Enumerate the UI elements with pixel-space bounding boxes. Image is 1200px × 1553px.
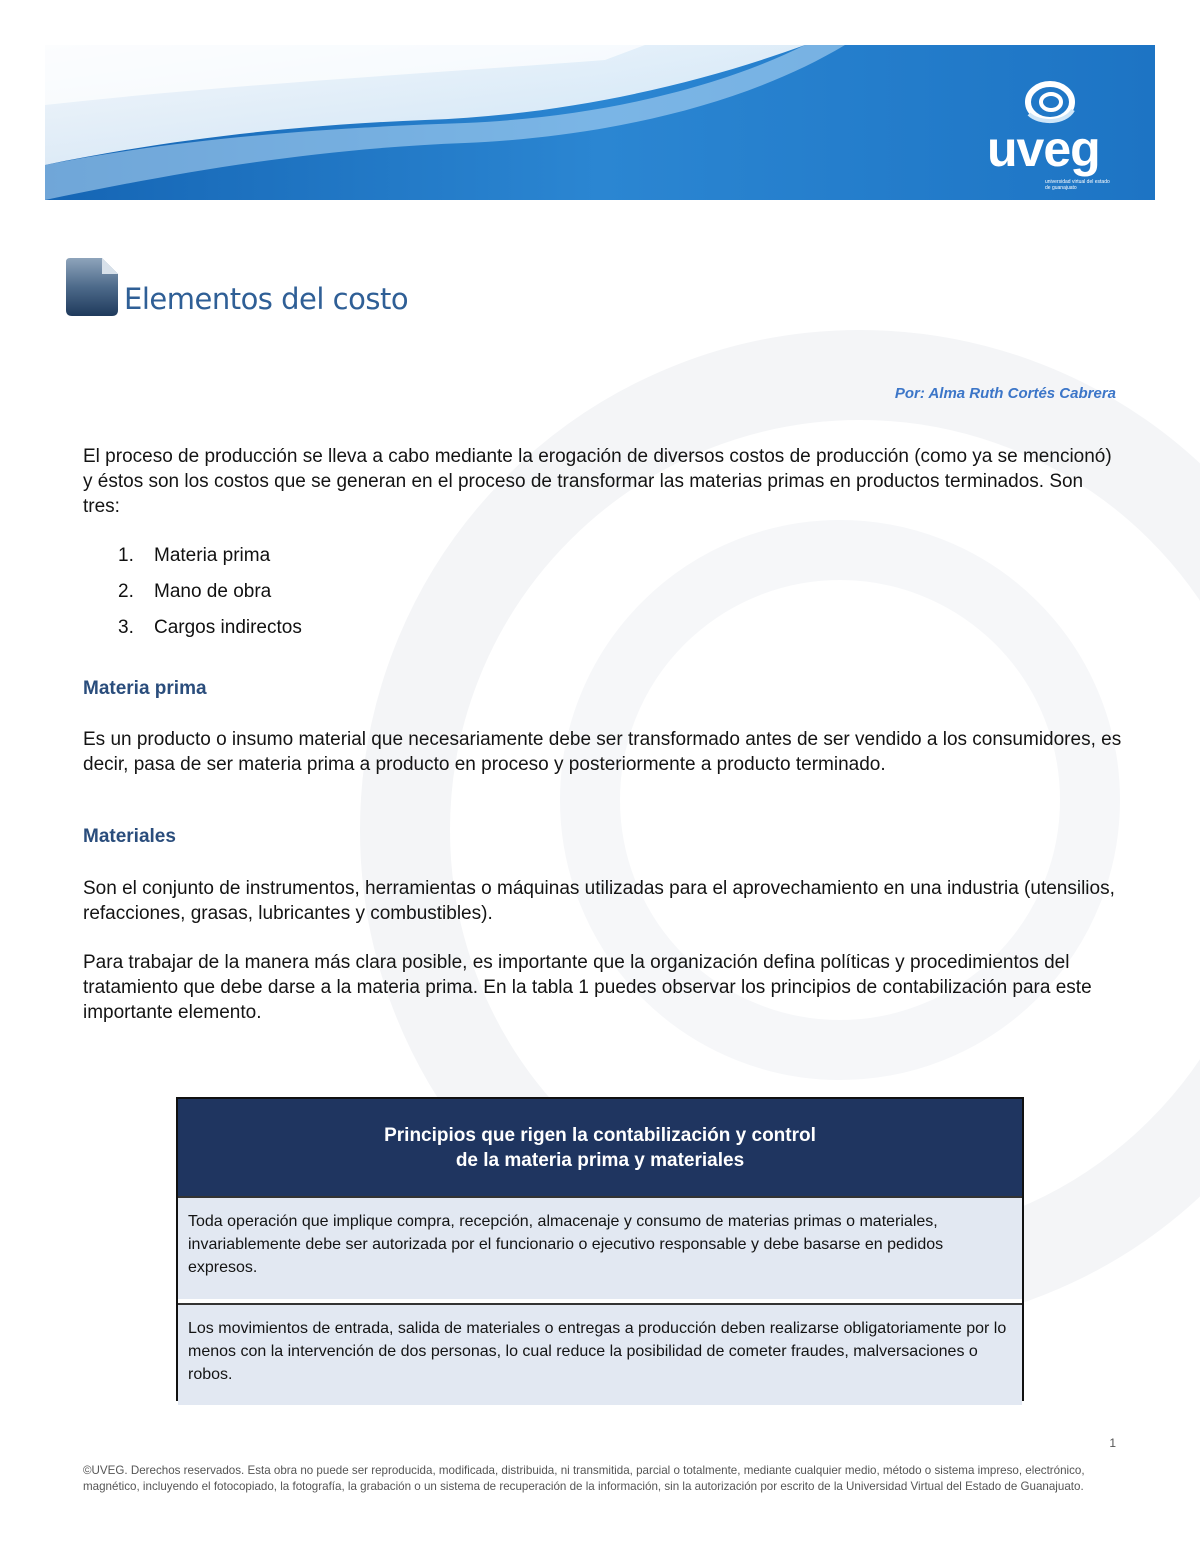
uveg-logo [987, 80, 1112, 191]
list-text: Mano de obra [154, 581, 272, 602]
author-line: Por: Alma Ruth Cortés Cabrera [894, 385, 1116, 402]
list-text: Cargos indirectos [154, 617, 302, 638]
table-row: Los movimientos de entrada, salida de materiales o entregas a producción deben realizarse obligatoriamente por lo menos con la intervención de dos personas, lo cual reduce la posibilidad de cometer fraudes, malversaciones o robos. [178, 1303, 1022, 1405]
table-header-line1: Principios que rigen la contabilización y control [384, 1124, 816, 1146]
materia-prima-paragraph: Es un producto o insumo material que necesariamente debe ser transformado antes de ser vendido a los consumidores, es decir, pasa de ser materia prima a producto en proceso y posteriormente a producto terminado. [83, 729, 1122, 775]
logo-subtitle: universidad virtual del estado de guanajuato [1045, 179, 1110, 191]
intro-paragraph: El proceso de producción se lleva a cabo mediante la erogación de diversos costos de producción (como ya se mencionó) y éstos son los costos que se generan en el proceso de transformar las materias primas en productos terminados. Son tres: [83, 446, 1112, 517]
cost-elements-list [118, 543, 302, 651]
list-text: Materia prima [154, 545, 271, 566]
logo-wordmark: uveg [987, 121, 1100, 177]
copyright-footer: ©UVEG. Derechos reservados. Esta obra no puede ser reproducida, modificada, distribuida, ni transmitida, parcial o totalmente, mediante cualquier medio, método o sistema impreso, electrónico, magnético, incluyendo el fotocopiado, la fotografía, la grabación o un sistema de recuperación de la información, sin la autorización por escrito de la Universidad Virtual del Estado de Guanajuato. [83, 1464, 1085, 1493]
list-item [118, 579, 302, 615]
section-heading-materia-prima: Materia prima [83, 678, 207, 699]
list-item [118, 615, 302, 651]
materiales-paragraph: Son el conjunto de instrumentos, herramientas o máquinas utilizadas para el aprovechamiento en una industria (utensilios, refacciones, grasas, lubricantes y combustibles). [83, 878, 1115, 924]
uveg-logo-icon [1015, 80, 1085, 125]
table-row: Toda operación que implique compra, recepción, almacenaje y consumo de materias primas o materiales, invariablemente debe ser autorizada por el funcionario o ejecutivo responsable y debe basarse en pedidos expresos. [178, 1196, 1022, 1299]
list-number: 2. [118, 581, 134, 602]
list-item [118, 543, 302, 579]
list-number: 3. [118, 617, 134, 638]
document-icon [66, 258, 118, 316]
table-header-line2: de la materia prima y materiales [455, 1149, 745, 1171]
principles-table [176, 1097, 1024, 1401]
page-number: 1 [1109, 1436, 1116, 1450]
table-header [178, 1099, 1022, 1196]
section-heading-materiales: Materiales [83, 826, 176, 847]
list-number: 1. [118, 545, 134, 566]
closing-paragraph: Para trabajar de la manera más clara posible, es importante que la organización defina políticas y procedimientos del tratamiento que debe darse a la materia prima. En la tabla 1 puedes observar los principios de contabilización para este importante elemento. [83, 952, 1092, 1023]
document-title: Elementos del costo [124, 282, 409, 316]
